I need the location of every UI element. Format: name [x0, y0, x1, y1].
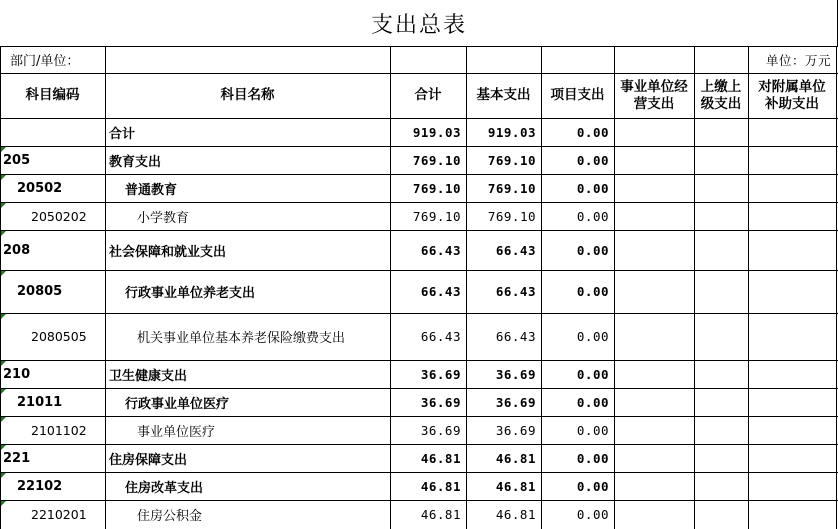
project-value: 0.00: [576, 394, 609, 410]
project-value: 0.00: [576, 422, 609, 438]
dept-label: 部门/单位：: [10, 54, 80, 69]
cell-marker-icon: [1, 314, 6, 319]
grid-line-v: [390, 46, 391, 529]
cell-marker-icon: [1, 389, 6, 394]
basic-value: 769.10: [487, 180, 536, 196]
total-value: 46.81: [420, 507, 461, 522]
project-value: 0.00: [576, 284, 609, 299]
cell-marker-icon: [1, 271, 6, 276]
header-code: 科目编码: [25, 87, 80, 103]
header-business: 事业单位经营支出: [620, 78, 688, 112]
total-value: 66.43: [420, 242, 461, 258]
page-title: 支出总表: [370, 12, 467, 38]
grid-line-h: [0, 46, 838, 47]
basic-value: 36.69: [495, 366, 536, 382]
total-value: 66.43: [420, 284, 461, 299]
basic-value: 36.69: [495, 394, 536, 410]
project-value: 0.00: [576, 124, 609, 140]
grid-line-h: [0, 472, 838, 473]
cell-marker-icon: [1, 231, 6, 236]
basic-value: 66.43: [495, 242, 536, 258]
grid-line-v: [614, 46, 615, 529]
grid-line-h: [0, 313, 838, 314]
cell-marker-icon: [1, 501, 6, 506]
subject-name: 合计: [109, 126, 136, 142]
subject-code: 20502: [17, 180, 63, 196]
grid-line-h: [0, 230, 838, 231]
header-basic: 基本支出: [476, 87, 531, 103]
header-project: 项目支出: [550, 87, 605, 103]
basic-value: 769.10: [487, 208, 536, 224]
subject-name: 行政事业单位医疗: [125, 396, 230, 412]
grid-line-v: [541, 46, 542, 529]
grid-line-h: [0, 270, 838, 271]
subject-code: 21011: [17, 394, 63, 410]
grid-line-h: [0, 416, 838, 417]
subject-name: 小学教育: [137, 210, 190, 226]
total-value: 769.10: [412, 152, 461, 168]
project-value: 0.00: [576, 478, 609, 494]
subject-name: 机关事业单位基本养老保险缴费支出: [137, 331, 346, 346]
subject-code: 210: [3, 366, 31, 382]
subject-name: 教育支出: [109, 154, 162, 170]
grid-line-h: [0, 73, 838, 74]
subject-name: 社会保障和就业支出: [109, 244, 227, 260]
basic-value: 66.43: [495, 329, 536, 344]
grid-line-h: [0, 360, 838, 361]
subject-code: 208: [3, 242, 31, 258]
project-value: 0.00: [576, 152, 609, 168]
total-value: 919.03: [412, 124, 461, 140]
project-value: 0.00: [576, 208, 609, 224]
subject-code: 2101102: [31, 422, 87, 438]
total-value: 769.10: [412, 208, 461, 224]
subject-code: 221: [3, 450, 31, 466]
total-value: 66.43: [420, 329, 461, 344]
total-value: 36.69: [420, 366, 461, 382]
subject-name: 普通教育: [125, 182, 178, 198]
header-subsidy: 对附属单位补助支出: [758, 78, 826, 112]
subject-code: 2210201: [31, 507, 87, 522]
subject-name: 住房保障支出: [109, 452, 188, 468]
basic-value: 769.10: [487, 152, 536, 168]
project-value: 0.00: [576, 450, 609, 466]
subject-code: [0, 118, 105, 146]
project-value: 0.00: [576, 507, 609, 522]
project-value: 0.00: [576, 366, 609, 382]
subject-name: 事业单位医疗: [137, 424, 216, 440]
grid-line-v: [748, 46, 749, 529]
basic-value: 46.81: [495, 507, 536, 522]
grid-line-v: [466, 46, 467, 529]
basic-value: 46.81: [495, 450, 536, 466]
grid-line-v: [694, 46, 695, 529]
unit-label: 单位：万元: [765, 52, 831, 68]
total-value: 46.81: [420, 478, 461, 494]
grid-line-h: [0, 444, 838, 445]
subject-code: 2050202: [31, 208, 87, 224]
grid-line-v: [105, 46, 106, 529]
grid-line-h: [0, 500, 838, 501]
cell-marker-icon: [1, 147, 6, 152]
grid-line-h: [0, 202, 838, 203]
header-upper: 上缴上级支出: [700, 78, 742, 112]
project-value: 0.00: [576, 242, 609, 258]
subject-name: 住房改革支出: [125, 480, 204, 496]
project-value: 0.00: [576, 329, 609, 344]
subject-name: 卫生健康支出: [109, 368, 188, 384]
subject-code: 22102: [17, 478, 63, 494]
subject-name: 住房公积金: [137, 509, 203, 524]
cell-marker-icon: [1, 203, 6, 208]
grid-line-h: [0, 118, 838, 119]
total-value: 46.81: [420, 450, 461, 466]
cell-marker-icon: [1, 175, 6, 180]
basic-value: 919.03: [487, 124, 536, 140]
grid-line-h: [0, 388, 838, 389]
header-total: 合计: [414, 87, 442, 103]
subject-name: 行政事业单位养老支出: [125, 286, 256, 301]
subject-code: 205: [3, 152, 31, 168]
grid-line-h: [0, 174, 838, 175]
subject-code: 20805: [17, 284, 63, 299]
basic-value: 46.81: [495, 478, 536, 494]
cell-marker-icon: [1, 417, 6, 422]
basic-value: 36.69: [495, 422, 536, 438]
header-name: 科目名称: [220, 87, 275, 103]
cell-marker-icon: [1, 445, 6, 450]
total-value: 769.10: [412, 180, 461, 196]
total-value: 36.69: [420, 394, 461, 410]
project-value: 0.00: [576, 180, 609, 196]
cell-marker-icon: [1, 473, 6, 478]
grid-line-v: [0, 46, 1, 529]
subject-code: 2080505: [31, 329, 87, 344]
cell-marker-icon: [1, 361, 6, 366]
basic-value: 66.43: [495, 284, 536, 299]
total-value: 36.69: [420, 422, 461, 438]
grid-line-v: [836, 46, 837, 529]
grid-line-h: [0, 146, 838, 147]
